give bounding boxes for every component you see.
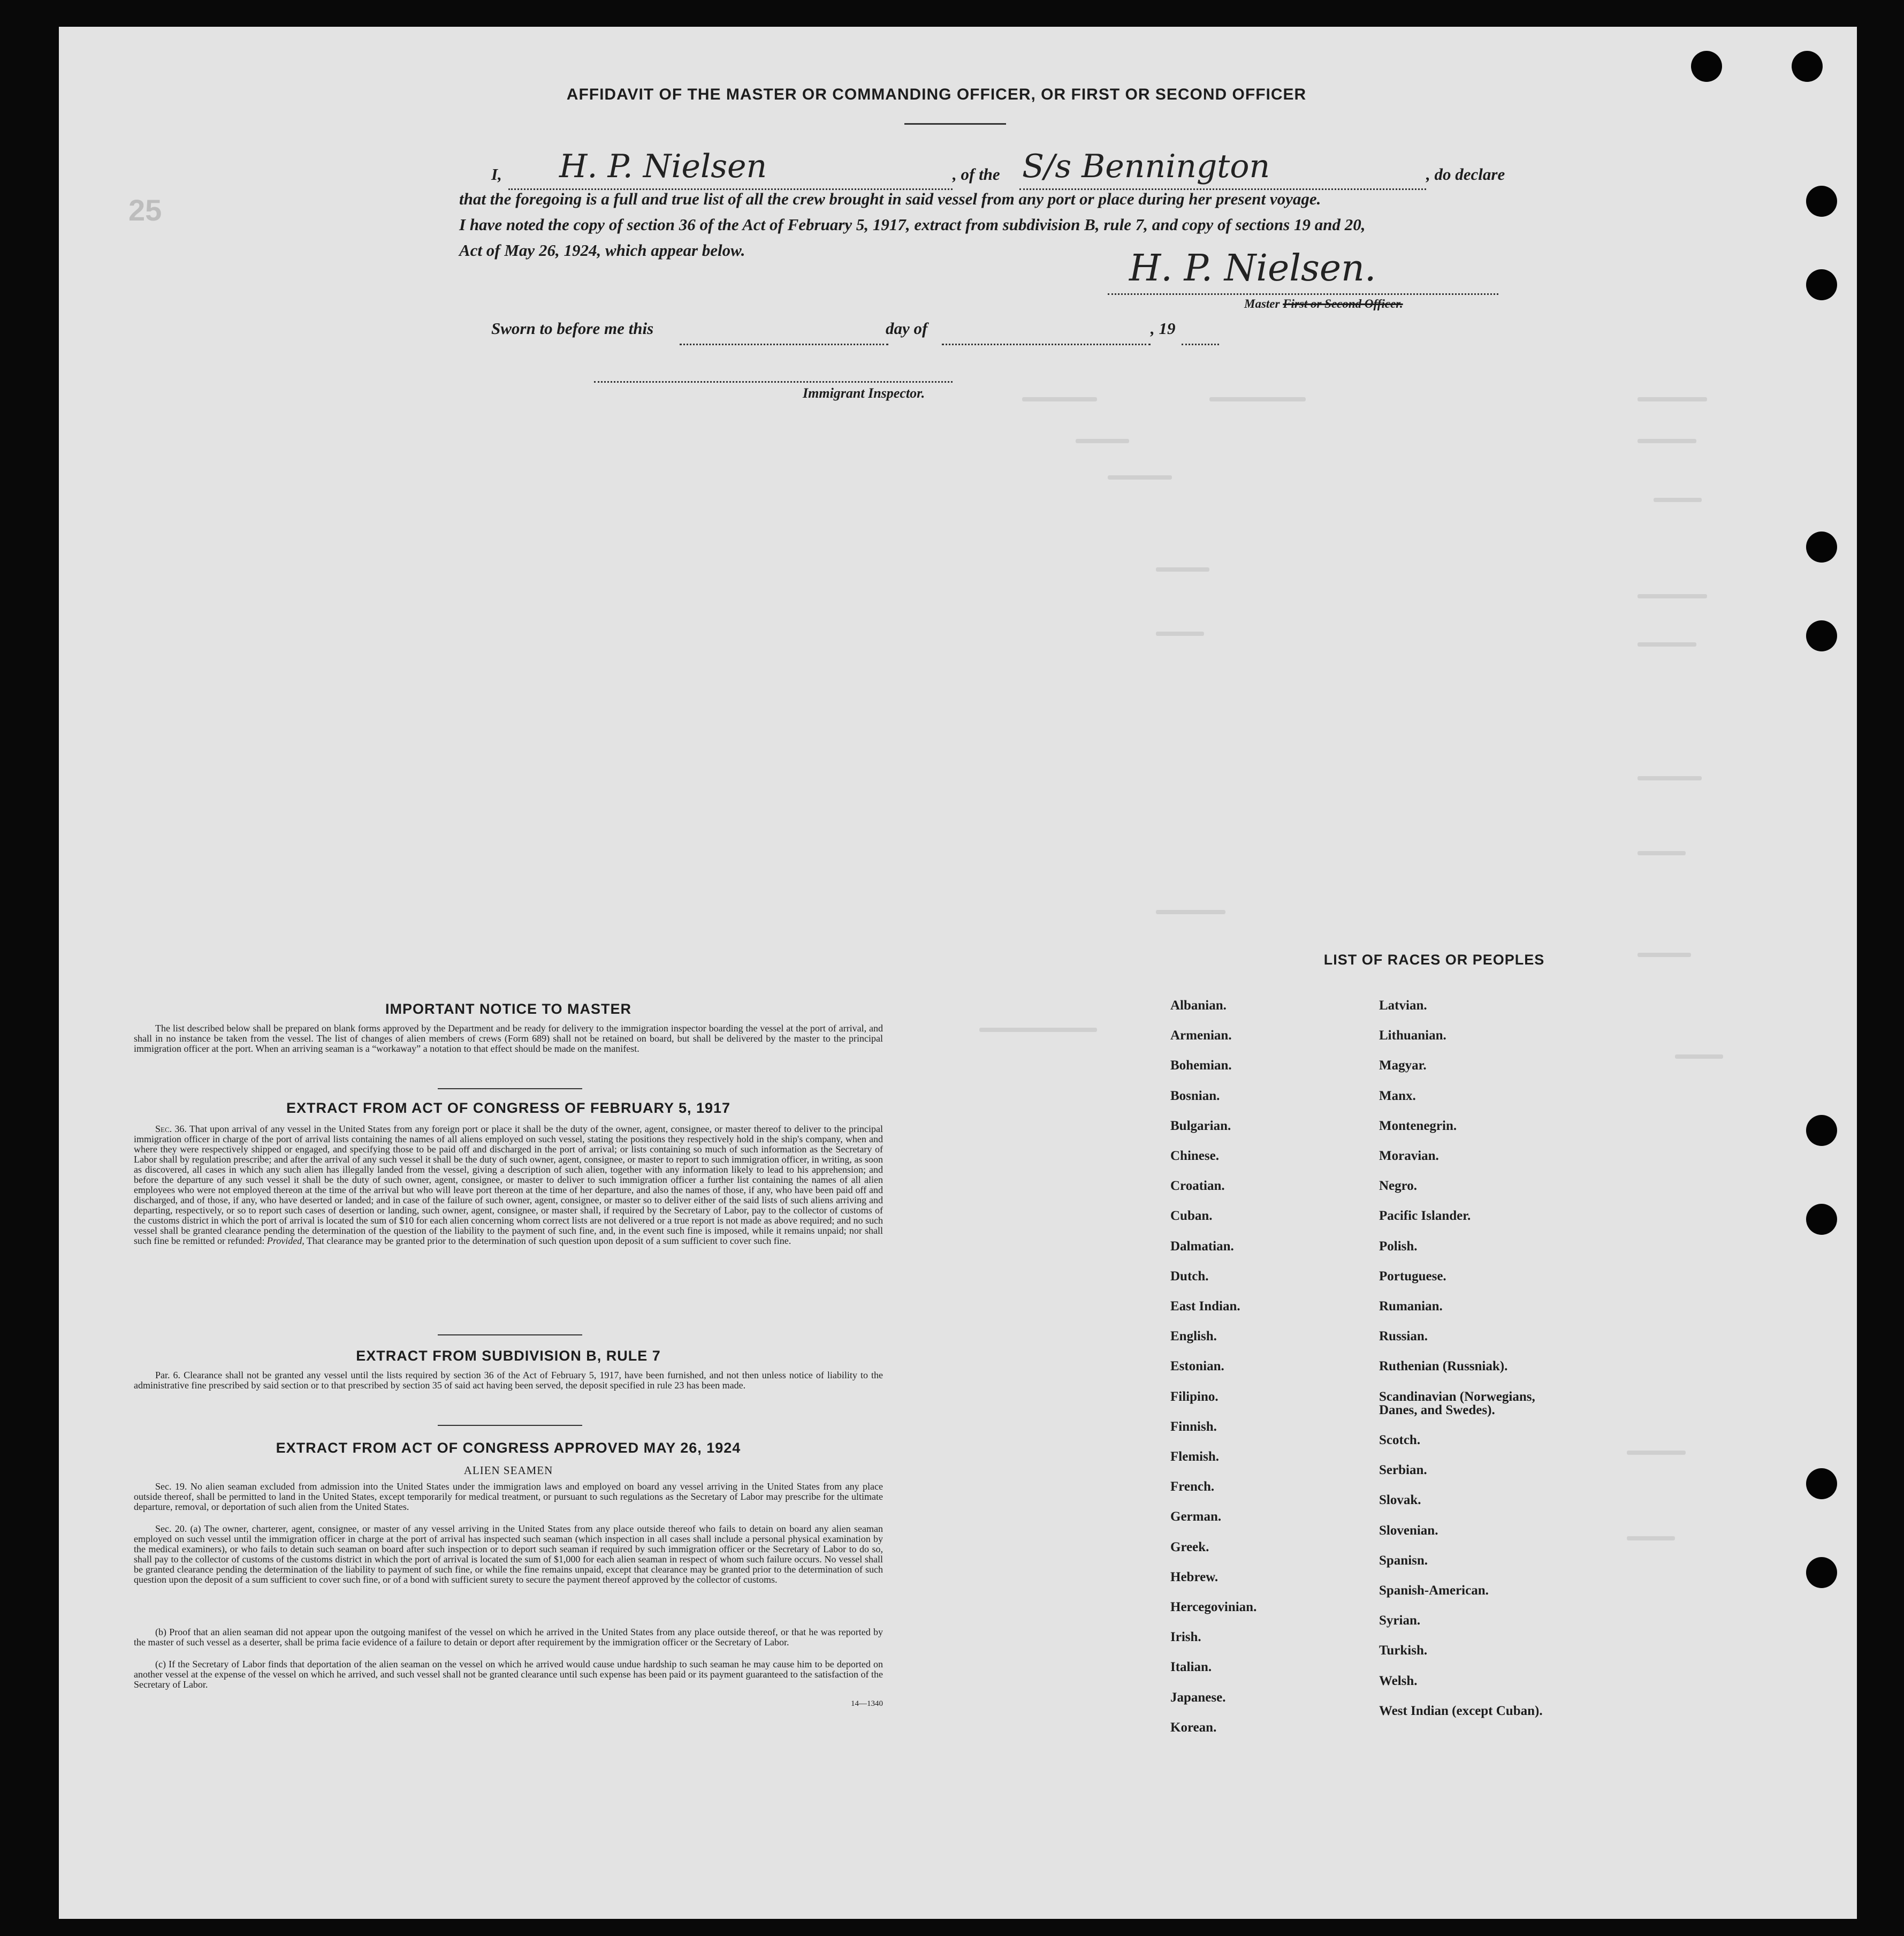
- declaration-line-3: Act of May 26, 1924, which appear below.: [459, 241, 745, 260]
- vessel-name-handwritten: S/s Bennington: [1022, 148, 1270, 185]
- race-item: Spanish-American.: [1379, 1583, 1489, 1598]
- race-item: Polish.: [1379, 1239, 1418, 1254]
- declaration-line-1: that the foregoing is a full and true list of all the crew brought in said vessel from any port or place during her present voyage.: [459, 189, 1321, 208]
- binder-hole: [1806, 1115, 1837, 1146]
- race-item: Scotch.: [1379, 1433, 1421, 1448]
- race-item: Finnish.: [1170, 1419, 1217, 1434]
- inspector-line: [594, 381, 953, 383]
- race-item: Negro.: [1379, 1179, 1418, 1194]
- binder-hole: [1806, 269, 1837, 300]
- sec-20a-text: Sec. 20. (a) The owner, charterer, agent, consignee, or master of any vessel arriving in the United States from any place outside thereof who fails to detain on board any alien seaman employed on such vessel until the immigration officer in charge at the port of arrival has inspected such seaman (which inspection in all cases shall include a personal physical examination by the medical examiners), or who fails to detain such seaman on board after such inspection or to deport such seaman if required by such immigration officer or the Secretary of Labor to do so, shall pay to the collector of customs of the customs district in which the port of arrival is located the sum of $1,000 for each alien seaman in respect of whom such failure occurs. No vessel shall be granted clearance pending the determination of the liability to payment of such fine, or while the fine remains unpaid, except that clearance may be granted prior to the determination of such question upon the deposit of a sum sufficient to cover such fine, or of a bond with sufficient surety to secure the payment thereof approved by the collector of customs.: [134, 1523, 883, 1585]
- sworn-label: Sworn to before me this: [491, 319, 654, 338]
- i-label: I,: [491, 165, 502, 184]
- race-item: Turkish.: [1379, 1643, 1428, 1658]
- race-item: Manx.: [1379, 1088, 1416, 1103]
- race-item: Russian.: [1379, 1329, 1428, 1344]
- race-item: Welsh.: [1379, 1673, 1418, 1688]
- race-item: Moravian.: [1379, 1149, 1439, 1163]
- binder-hole: [1806, 1204, 1837, 1235]
- extract-rule7-text: Par. 6. Clearance shall not be granted any vessel until the lists required by section 36 of the Act of February 5, 1917, have been furnished, and not then unless notice of liability to the administrative fine prescribed by said section or to that prescribed by section 35 of said act having been served, the deposit specified in rule 23 has been made.: [134, 1370, 883, 1391]
- race-item: Italian.: [1170, 1660, 1212, 1675]
- race-item: Hebrew.: [1170, 1569, 1218, 1584]
- races-heading: LIST OF RACES OR PEOPLES: [1323, 952, 1545, 968]
- divider-1: [438, 1088, 582, 1089]
- divider-2: [438, 1334, 582, 1335]
- extract-1924-heading: EXTRACT FROM ACT OF CONGRESS APPROVED MAY 26, 1924: [276, 1440, 741, 1456]
- sworn-month-line: [942, 344, 1151, 345]
- race-item: Greek.: [1170, 1539, 1209, 1554]
- race-item: Croatian.: [1170, 1179, 1225, 1194]
- race-item: Danes, and Swedes).: [1379, 1402, 1495, 1417]
- alien-seamen-subheading: ALIEN SEAMEN: [463, 1464, 553, 1477]
- sec-19-text: Sec. 19. No alien seaman excluded from admission into the United States under the immigration laws and employed on board any vessel arriving in the United States from any place outside thereof, shall be permitted to land in the United States, except temporarily for medical treatment, or pursuant to such regulations as the Secretary of Labor may prescribe for the ultimate departure, removal, or deportation of such alien from the United States.: [134, 1481, 883, 1512]
- race-item: Pacific Islander.: [1379, 1209, 1471, 1224]
- binder-hole: [1806, 532, 1837, 563]
- race-item: Bohemian.: [1170, 1058, 1232, 1073]
- race-item: Albanian.: [1170, 998, 1227, 1013]
- race-item: German.: [1170, 1509, 1222, 1524]
- binder-hole: [1792, 51, 1823, 82]
- race-item: Hercegovinian.: [1170, 1600, 1257, 1614]
- race-item: West Indian (except Cuban).: [1379, 1703, 1543, 1718]
- divider-3: [438, 1425, 582, 1426]
- race-item: Armenian.: [1170, 1028, 1232, 1043]
- race-item: Syrian.: [1379, 1613, 1421, 1628]
- binder-hole: [1806, 1468, 1837, 1499]
- binder-hole: [1691, 51, 1722, 82]
- sworn-day-line: [680, 344, 888, 345]
- race-item: Magyar.: [1379, 1058, 1427, 1073]
- provided-label: Provided,: [266, 1235, 304, 1246]
- notice-heading: IMPORTANT NOTICE TO MASTER: [385, 1001, 631, 1017]
- race-item: Spanisn.: [1379, 1553, 1428, 1568]
- signer-title: [1244, 297, 1403, 311]
- year-label: , 19: [1151, 319, 1176, 338]
- signer-title-struck: First or Second Officer.: [1283, 297, 1403, 310]
- race-item: French.: [1170, 1479, 1215, 1494]
- race-item: Chinese.: [1170, 1149, 1219, 1163]
- master-name-handwritten: H. P. Nielsen: [559, 148, 767, 185]
- do-declare-label: , do declare: [1426, 165, 1505, 184]
- race-item: East Indian.: [1170, 1299, 1240, 1314]
- sec-36-body-end: That clearance may be granted prior to the determination of such question upon deposit of a sum sufficient to cover such fine.: [306, 1235, 791, 1246]
- sec-36-body: That upon arrival of any vessel in the United States from any foreign port or place it shall be the duty of the owner, agent, consignee, or master thereof to deliver to the principal immigration officer in charge of the port of arrival lists containing the names of all aliens employed on such vessel, stating the positions they respectively hold in the ship's company, when and where they were respectively shipped or engaged, and specifying those to be paid off and discharged in the port of arrival; or lists containing so much of such information as the Secretary of Labor shall by regulation prescribe; and after the arrival of any such vessel it shall be the duty of such owner, agent, consignee, or master to report to such immigration officer, in writing, as soon as discovered, all cases in which any such alien has illegally landed from the vessel, giving a description of such alien, together with any information likely to lead to his apprehension; and before the departure of any such vessel it shall be the duty of such owner, agent, consignee, or master to deliver to such immigration officer a further list containing the names of all alien employees who were not employed thereon at the time of the arrival but who will leave port thereon at the time of her departure, and also the names of those, if any, who have been paid off and discharged, and of those, if any, who have deserted or landed; and in case of the failure of such owner, agent, consignee, or master so to deliver either of the said lists of such aliens arriving and departing, respectively, or so to report such cases of desertion or landing, such owner, agent, consignee, or master shall, if required by the Secretary of Labor, pay to the collector of customs of the customs district in which the port of arrival is located the sum of $10 for each alien concerning whom correct lists are not delivered or a true report is not made as above required; and no such vessel shall be granted clearance pending the determination of the question of the liability to the payment of such fine, and, in the event such fine is imposed, while it remains unpaid; nor shall such fine be remitted or refunded:: [134, 1123, 883, 1246]
- race-item: Slovenian.: [1379, 1523, 1438, 1538]
- race-item: Scandinavian (Norwegians,: [1379, 1389, 1535, 1404]
- sec-36-label: Sec. 36.: [155, 1123, 187, 1134]
- race-item: Bulgarian.: [1170, 1118, 1231, 1133]
- manifest-page: [59, 27, 1857, 1919]
- notice-text: The list described below shall be prepared on blank forms approved by the Department and be ready for delivery to the immigration inspector boarding the vessel at the port of arrival, and shall in no instance be taken from the vessel. The list of changes of alien members of crews (Form 689) shall not be retained on board, but shall be delivered by the master to the principal immigration officer at the port. When an arriving seaman is a “workaway” a notation to that effect should be made on the manifest.: [134, 1023, 883, 1054]
- race-item: Ruthenian (Russniak).: [1379, 1359, 1508, 1374]
- binder-hole: [1806, 1557, 1837, 1588]
- race-item: English.: [1170, 1329, 1217, 1344]
- extract-1917-heading: EXTRACT FROM ACT OF CONGRESS OF FEBRUARY 5, 1917: [286, 1100, 731, 1116]
- affidavit-title: AFFIDAVIT OF THE MASTER OR COMMANDING OFFICER, OR FIRST OR SECOND OFFICER: [566, 86, 1307, 103]
- binder-hole: [1806, 186, 1837, 217]
- race-item: Bosnian.: [1170, 1088, 1220, 1103]
- race-item: Dalmatian.: [1170, 1239, 1234, 1254]
- title-underline: [904, 123, 1006, 125]
- race-item: Filipino.: [1170, 1389, 1218, 1404]
- race-item: Irish.: [1170, 1630, 1201, 1645]
- signature-line: [1108, 293, 1498, 295]
- race-item: Dutch.: [1170, 1269, 1209, 1284]
- margin-number: 25: [128, 193, 162, 227]
- race-item: Serbian.: [1379, 1463, 1427, 1478]
- race-item: Montenegrin.: [1379, 1118, 1457, 1133]
- sworn-year-line: [1182, 344, 1219, 345]
- race-item: Korean.: [1170, 1720, 1217, 1735]
- race-item: Lithuanian.: [1379, 1028, 1446, 1043]
- race-item: Estonian.: [1170, 1359, 1224, 1374]
- signer-title-master: Master: [1244, 297, 1280, 310]
- extract-1917-text: [134, 1124, 883, 1246]
- sec-20b-text: (b) Proof that an alien seaman did not appear upon the outgoing manifest of the vessel on which he arrived in the United States from any place outside thereof, or that he was reported by the master of such vessel as a deserter, shall be prima facie evidence of a failure to detain or deport after requirement by the immigration officer or the Secretary of Labor.: [134, 1627, 883, 1648]
- day-of-label: day of: [886, 319, 928, 338]
- extract-rule7-heading: EXTRACT FROM SUBDIVISION B, RULE 7: [356, 1348, 661, 1364]
- sec-20c-text: (c) If the Secretary of Labor finds that deportation of the alien seaman on the vessel on which he arrived would cause undue hardship to such seaman he may cause him to be deported on another vessel at the expense of the vessel on which he arrived, and such vessel shall not be granted clearance until such expense has been paid or its payment guaranteed to the satisfaction of the Secretary of Labor.: [134, 1659, 883, 1690]
- race-item: Portuguese.: [1379, 1269, 1446, 1284]
- of-the-label: , of the: [953, 165, 1000, 184]
- master-signature: H. P. Nielsen.: [1129, 247, 1376, 290]
- race-item: Japanese.: [1170, 1690, 1226, 1705]
- race-item: Cuban.: [1170, 1209, 1213, 1224]
- declaration-line-2: I have noted the copy of section 36 of the Act of February 5, 1917, extract from subdivision B, rule 7, and copy of sections 19 and 20,: [459, 215, 1366, 234]
- form-number: 14—1340: [851, 1699, 883, 1708]
- race-item: Flemish.: [1170, 1449, 1219, 1464]
- race-item: Latvian.: [1379, 998, 1427, 1013]
- inspector-label: Immigrant Inspector.: [803, 385, 925, 401]
- race-item: Rumanian.: [1379, 1299, 1443, 1314]
- race-item: Slovak.: [1379, 1493, 1421, 1508]
- binder-hole: [1806, 620, 1837, 651]
